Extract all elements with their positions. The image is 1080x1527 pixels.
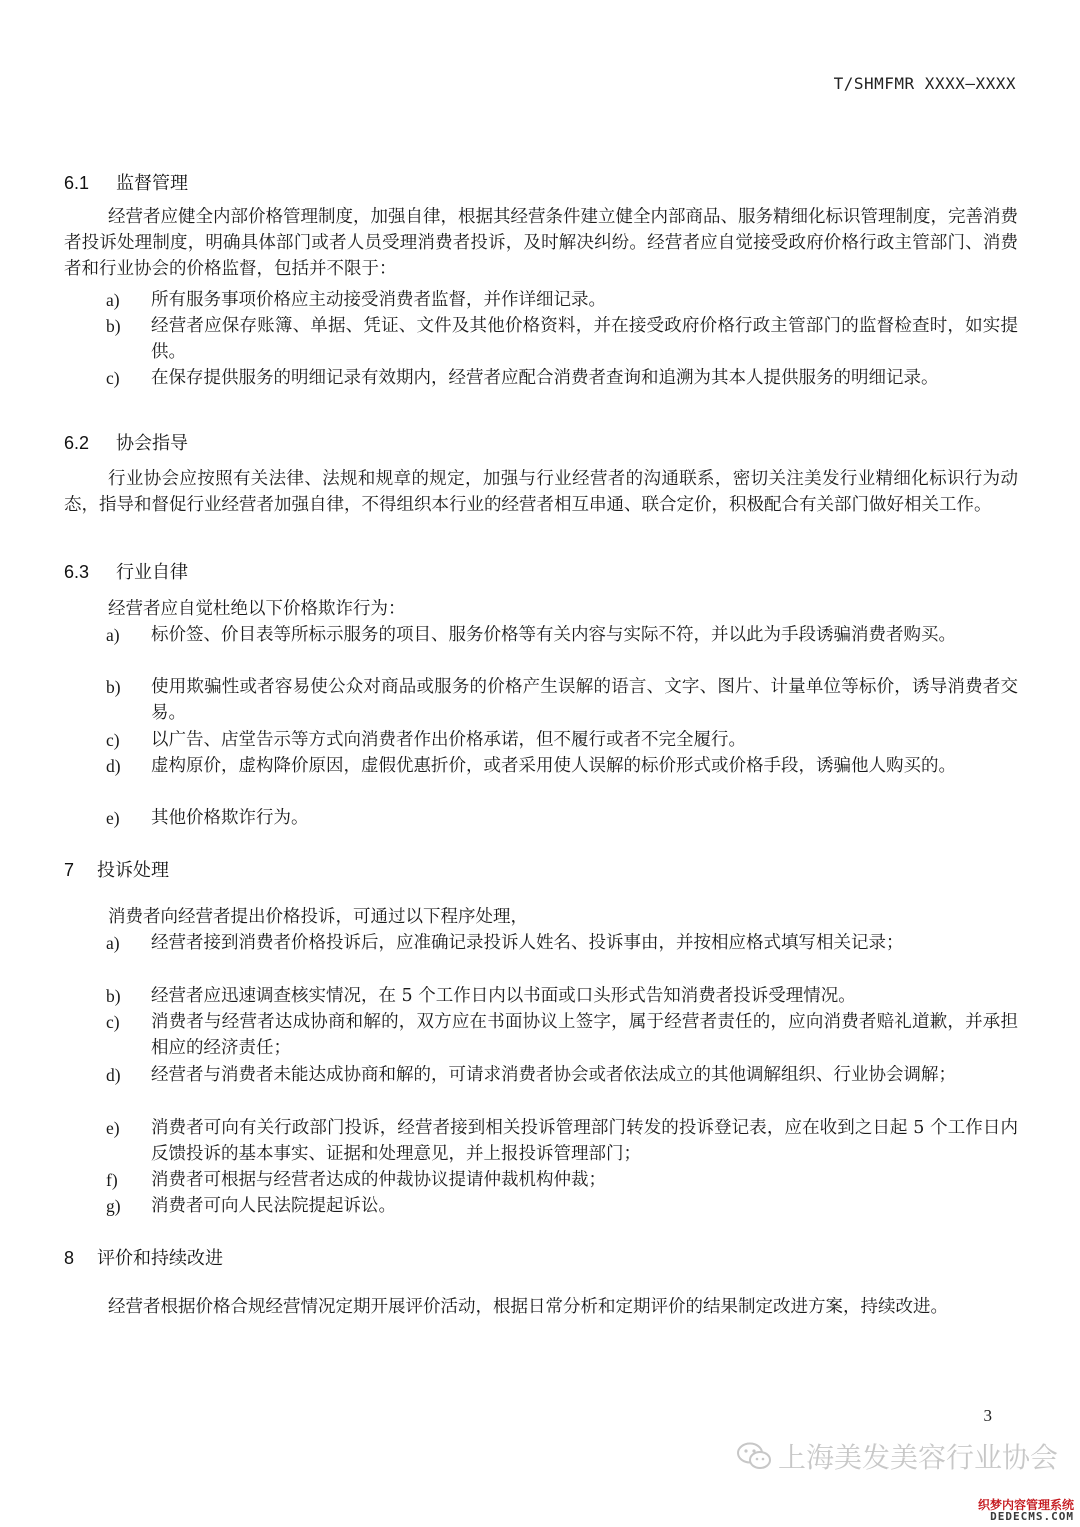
item-text: 消费者与经营者达成协商和解的，双方应在书面协议上签字，属于经营者责任的，应向消费者赔礼道歉，并承担相应的经济责任； (151, 1012, 1018, 1059)
item-label: e) (106, 1118, 120, 1138)
corner-logo-en: DEDECMS.COM (990, 1510, 1074, 1524)
heading-7 (64, 856, 169, 882)
list-item (106, 1193, 1018, 1219)
section-title: 协会指导 (116, 433, 188, 454)
item-label: a) (106, 290, 120, 310)
item-label: f) (106, 1170, 118, 1190)
section-number: 6.3 (64, 562, 90, 582)
list-item (106, 365, 1018, 391)
heading-6-1 (64, 169, 188, 195)
list-item (106, 805, 1018, 831)
item-label: b) (106, 986, 121, 1006)
item-text: 经营者与消费者未能达成协商和解的，可请求消费者协会或者依法成立的其他调解组织、行业协会调解； (151, 1065, 956, 1085)
section-number: 7 (64, 860, 75, 880)
item-text: 以广告、店堂告示等方式向消费者作出价格承诺，但不履行或者不完全履行。 (151, 730, 746, 750)
item-text: 所有服务事项价格应主动接受消费者监督，并作详细记录。 (151, 290, 606, 310)
list-item (106, 622, 1018, 648)
paragraph-6-1: 经营者应健全内部价格管理制度，加强自律，根据其经营条件建立健全内部商品、服务精细化标识管理制度，完善消费者投诉处理制度，明确具体部门或者人员受理消费者投诉，及时解决纠纷。经营者应自觉接受政府价格行政主管部门、消费者和行业协会的价格监督，包括并不限于： (64, 207, 1018, 280)
item-label: b) (106, 677, 121, 697)
list-item (106, 1009, 1018, 1061)
document-code: T/SHMFMR XXXX—XXXX (833, 74, 1016, 93)
heading-6-2 (64, 429, 188, 455)
section-title: 行业自律 (116, 562, 188, 583)
item-text: 虚构原价，虚构降价原因，虚假优惠折价，或者采用使人误解的标价形式或价格手段，诱骗他人购买的。 (151, 756, 956, 776)
heading-6-3 (64, 558, 188, 584)
item-text: 在保存提供服务的明细记录有效期内，经营者应配合消费者查询和追溯为其本人提供服务的明细记录。 (151, 368, 939, 388)
list-item (106, 287, 1018, 313)
list-item (106, 983, 1018, 1009)
section-title: 监督管理 (116, 173, 188, 194)
paragraph-6-2: 行业协会应按照有关法律、法规和规章的规定，加强与行业经营者的沟通联系，密切关注美发行业精细化标识行为动态，指导和督促行业经营者加强自律，不得组织本行业的经营者相互串通、联合定价，积极配合有关部门做好相关工作。 (64, 469, 1018, 516)
wechat-icon (736, 1441, 772, 1471)
item-label: e) (106, 808, 120, 828)
corner-logo (956, 1499, 1074, 1523)
corner-logo-cn: 织梦内容管理系统 (977, 1497, 1074, 1512)
item-label: a) (106, 625, 120, 645)
section-title: 投诉处理 (97, 860, 169, 881)
item-label: c) (106, 730, 120, 750)
item-label: d) (106, 1065, 121, 1085)
list-item (106, 727, 1018, 753)
paragraph-6-3: 经营者应自觉杜绝以下价格欺诈行为： (108, 599, 406, 619)
item-label: c) (106, 1012, 120, 1032)
list-item (106, 1115, 1018, 1167)
list-item (106, 930, 1018, 956)
watermark (736, 1436, 1058, 1476)
page-number: 3 (983, 1406, 992, 1425)
paragraph-7: 消费者向经营者提出价格投诉，可通过以下程序处理， (108, 907, 528, 927)
list-item (106, 1167, 1018, 1193)
item-text: 经营者接到消费者价格投诉后，应准确记录投诉人姓名、投诉事由，并按相应格式填写相关记录； (151, 933, 904, 953)
item-label: d) (106, 756, 121, 776)
item-text: 标价签、价目表等所标示服务的项目、服务价格等有关内容与实际不符，并以此为手段诱骗消费者购买。 (151, 625, 956, 645)
watermark-text: 上海美发美容行业协会 (778, 1441, 1059, 1474)
list-item (106, 674, 1018, 726)
section-number: 8 (64, 1248, 75, 1268)
list-item (106, 313, 1018, 365)
section-title: 评价和持续改进 (97, 1248, 223, 1269)
heading-8 (64, 1244, 223, 1270)
item-text: 经营者应迅速调查核实情况，在 5 个工作日内以书面或口头形式告知消费者投诉受理情况。 (151, 986, 856, 1006)
item-label: a) (106, 933, 120, 953)
paragraph-8: 经营者根据价格合规经营情况定期开展评价活动，根据日常分析和定期评价的结果制定改进方案，持续改进。 (108, 1297, 948, 1317)
list-item (106, 1062, 1018, 1088)
item-text: 经营者应保存账簿、单据、凭证、文件及其他价格资料，并在接受政府价格行政主管部门的监督检查时，如实提供。 (151, 316, 1018, 363)
item-text: 消费者可向人民法院提起诉讼。 (151, 1196, 396, 1216)
section-number: 6.2 (64, 433, 90, 453)
item-label: b) (106, 316, 121, 336)
item-text: 使用欺骗性或者容易使公众对商品或服务的价格产生误解的语言、文字、图片、计量单位等标价，诱导消费者交易。 (151, 677, 1018, 724)
item-label: g) (106, 1196, 121, 1216)
item-label: c) (106, 368, 120, 388)
item-text: 消费者可向有关行政部门投诉，经营者接到相关投诉管理部门转发的投诉登记表，应在收到之日起 5 个工作日内反馈投诉的基本事实、证据和处理意见，并上报投诉管理部门； (151, 1118, 1018, 1165)
section-number: 6.1 (64, 173, 90, 193)
item-text: 其他价格欺诈行为。 (151, 808, 309, 828)
item-text: 消费者可根据与经营者达成的仲裁协议提请仲裁机构仲裁； (151, 1170, 606, 1190)
list-item (106, 753, 1018, 779)
